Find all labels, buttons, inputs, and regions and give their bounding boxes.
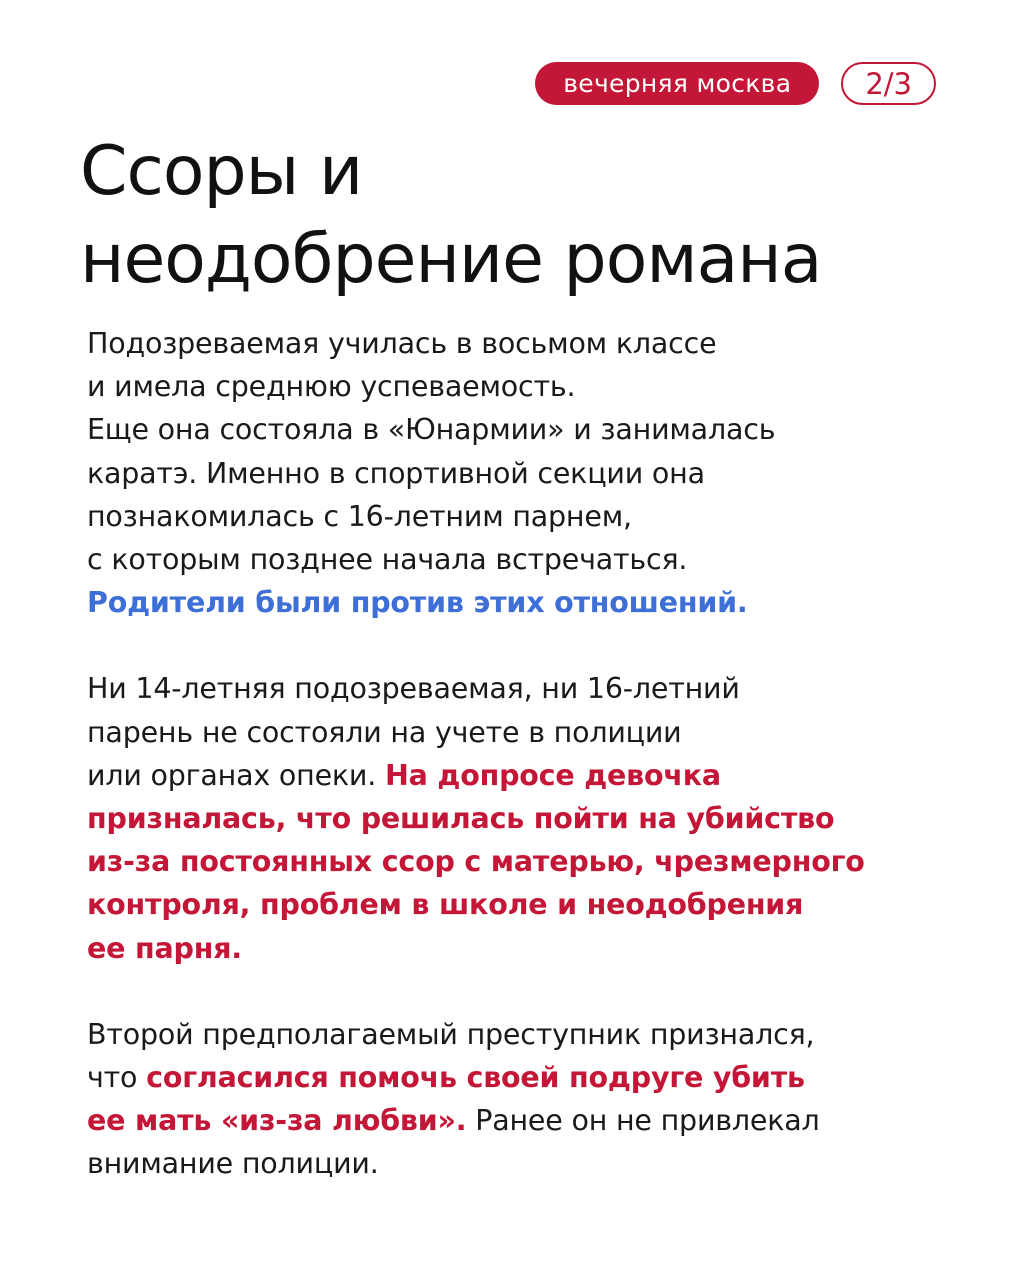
text-plain: или органах опеки. [87, 758, 385, 792]
brand-badge: вечерняя москва [535, 62, 819, 105]
highlight-red: ее мать «из-за любви». [87, 1104, 467, 1138]
highlight-red: контроля, проблем в школе и неодобрения [87, 888, 804, 922]
title-line-2: неодобрение романа [80, 220, 822, 299]
text-line: познакомилась с 16-летним парнем, [87, 499, 632, 533]
text-line: Ни 14-летняя подозреваемая, ни 16-летний [87, 672, 740, 706]
text-line: Еще она состояла в «Юнармии» и занималась [87, 413, 776, 447]
highlight-red: ее парня. [87, 931, 242, 965]
text-line: каратэ. Именно в спортивной секции она [87, 456, 705, 490]
text-line-mixed [87, 1056, 967, 1099]
page-title [80, 128, 980, 304]
paragraph-1 [87, 322, 967, 624]
page-counter: 2/3 [841, 62, 936, 105]
text-line: Подозреваемая училась в восьмом классе [87, 327, 717, 360]
highlight-red: из-за постоянных ссор с матерью, чрезмерного [87, 845, 865, 879]
text-line: внимание полиции. [87, 1147, 379, 1181]
highlight-red: призналась, что решилась пойти на убийство [87, 802, 835, 836]
text-plain: Ранее он не привлекал [466, 1104, 820, 1138]
text-line: с которым позднее начала встречаться. [87, 543, 688, 577]
paragraph-3 [87, 1013, 967, 1186]
highlight-blue: Родители были против этих отношений. [87, 586, 748, 620]
paragraph-2 [87, 667, 967, 969]
text-line: Второй предполагаемый преступник признался, [87, 1017, 815, 1051]
header [535, 62, 936, 105]
text-line-mixed [87, 754, 967, 797]
title-line-1: Ссоры и [80, 132, 363, 211]
text-line: парень не состояли на учете в полиции [87, 715, 682, 749]
text-line-mixed [87, 1099, 967, 1142]
highlight-red: На допросе девочка [384, 758, 721, 792]
text-plain: что [87, 1061, 147, 1095]
text-line: и имела среднюю успеваемость. [87, 370, 576, 404]
article-body [87, 322, 967, 1229]
highlight-red: согласился помочь своей подруге убить [146, 1061, 805, 1095]
